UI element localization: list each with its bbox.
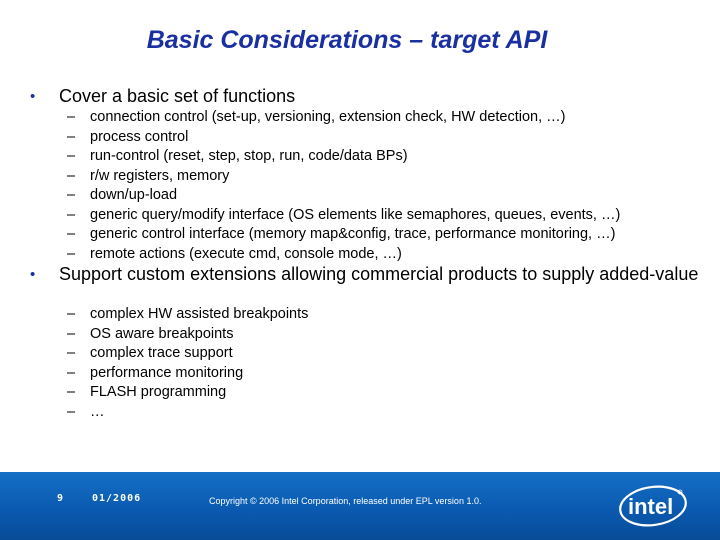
subitem-text: remote actions (execute cmd, console mode, …): [90, 245, 402, 262]
dash-marker: –: [67, 206, 76, 223]
dash-marker: –: [67, 403, 76, 420]
subitem-text: connection control (set-up, versioning, extension check, HW detection, …): [90, 109, 566, 125]
dash-marker: –: [67, 109, 76, 125]
dash-marker: –: [67, 345, 76, 361]
subitem-text: OS aware breakpoints: [90, 325, 234, 342]
subitem-text: …: [90, 403, 105, 420]
dash-marker: –: [67, 187, 76, 203]
logo-text: intel: [628, 494, 674, 519]
dash-marker: –: [67, 167, 76, 184]
footer-bar: [0, 472, 720, 540]
subitem-text: r/w registers, memory: [90, 167, 230, 184]
slide-title: Basic Considerations – target API: [146, 26, 548, 54]
dash-marker: –: [67, 128, 76, 145]
subitem-text: generic control interface (memory map&config, trace, performance monitoring, …): [90, 226, 616, 242]
subitem-text: complex HW assisted breakpoints: [90, 306, 309, 322]
bullet-dot: •: [30, 88, 36, 105]
subitem-text: performance monitoring: [90, 364, 244, 381]
subitem-text: generic query/modify interface (OS elements like semaphores, queues, events, …): [90, 206, 621, 223]
bullet-2-text: Support custom extensions allowing commercial products to supply added-value: [59, 264, 699, 284]
subitem-text: process control: [90, 128, 189, 145]
copyright-text: Copyright © 2006 Intel Corporation, released under EPL version 1.0.: [209, 496, 482, 506]
dash-marker: –: [67, 245, 76, 262]
dash-marker: –: [67, 306, 76, 322]
subitem-text: FLASH programming: [90, 384, 227, 400]
subitem-text: complex trace support: [90, 345, 233, 361]
bullet-dot: •: [30, 266, 36, 283]
dash-marker: –: [67, 364, 76, 381]
subitem-text: down/up-load: [90, 187, 178, 203]
intel-logo-icon: [617, 483, 689, 529]
slide-number: 9: [57, 493, 64, 504]
dash-marker: –: [67, 384, 76, 400]
bullet-1-text: Cover a basic set of functions: [59, 86, 296, 106]
dash-marker: –: [67, 325, 76, 342]
dash-marker: –: [67, 148, 76, 164]
footer-date: 01/2006: [92, 493, 142, 504]
subitem-text: run-control (reset, step, stop, run, code/data BPs): [90, 148, 408, 164]
dash-marker: –: [67, 226, 76, 242]
